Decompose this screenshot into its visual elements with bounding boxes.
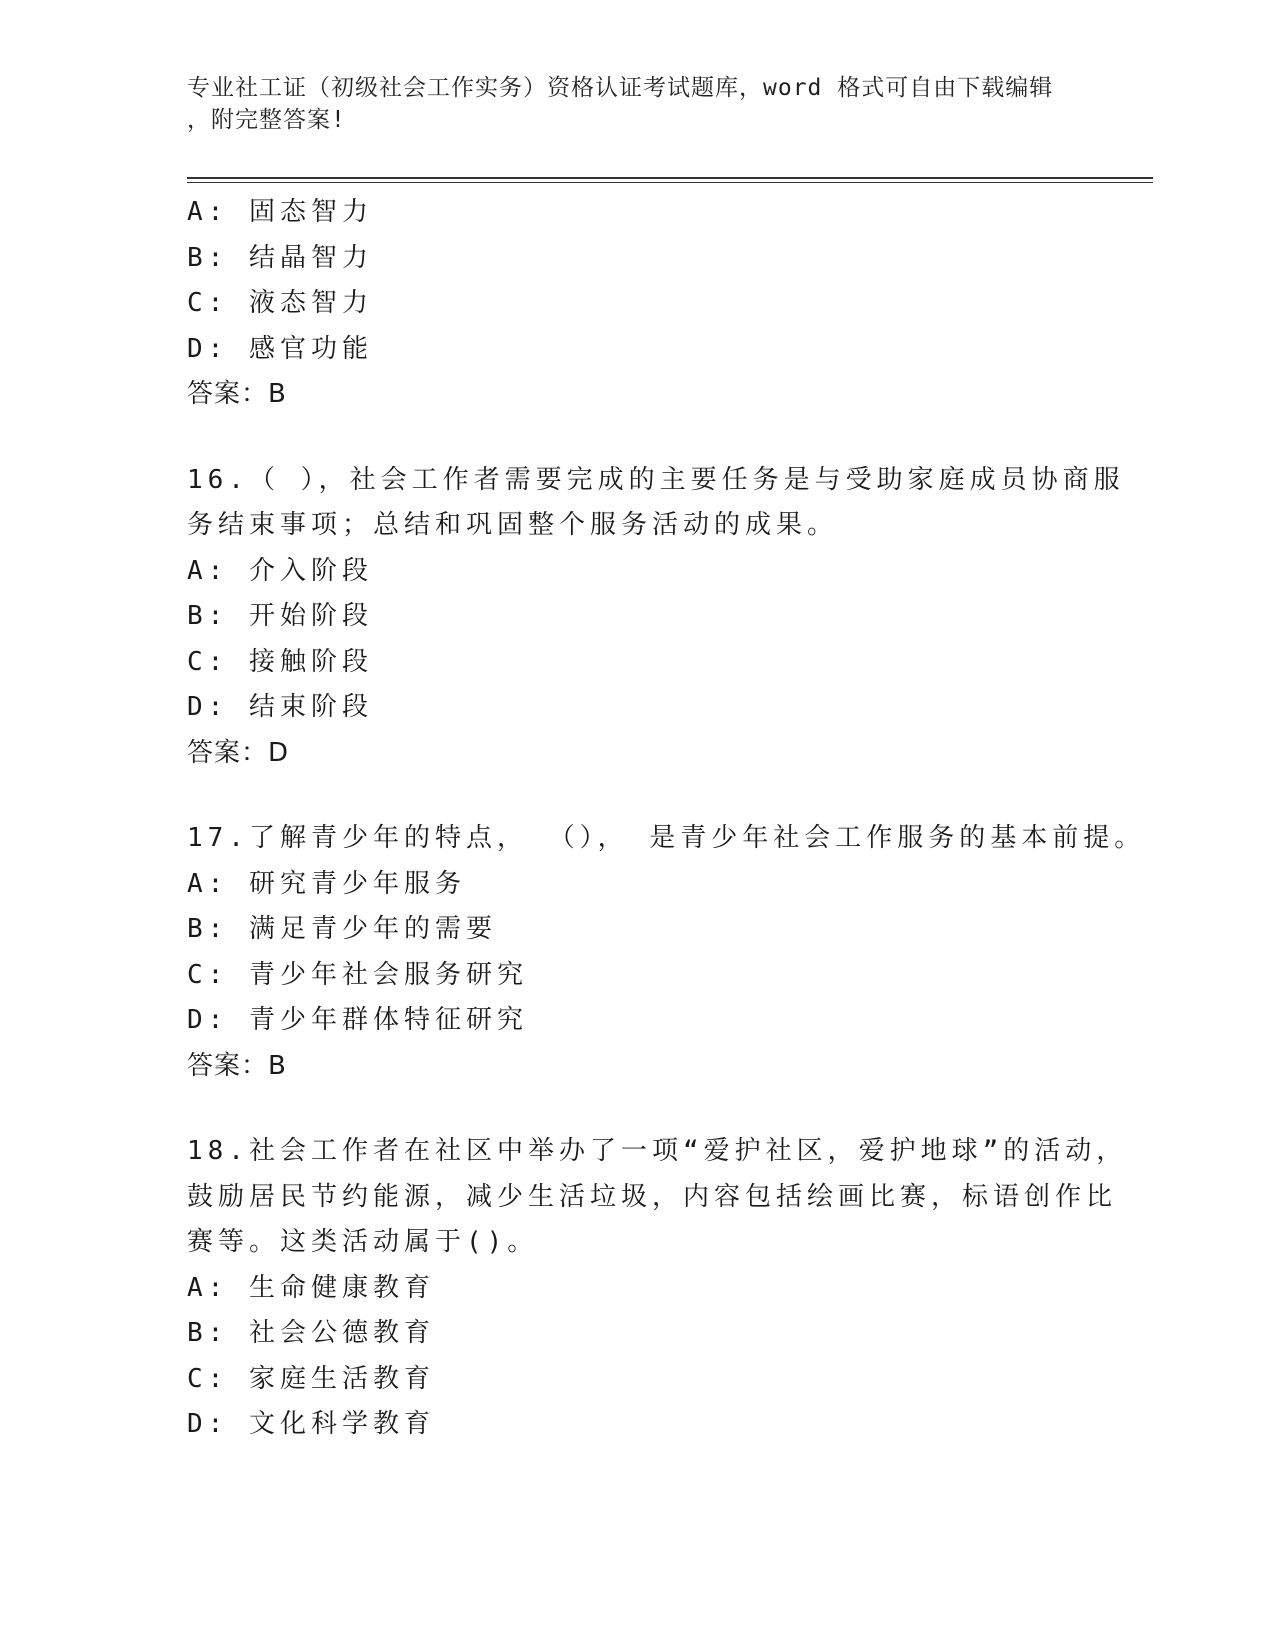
answer: 答案：B [187, 1050, 287, 1081]
question-18 [187, 1129, 1128, 1448]
question-15 [187, 190, 1067, 418]
option-d: D: 青少年群体特征研究 [187, 1005, 528, 1035]
header-line-2: ，附完整答案! [187, 107, 346, 133]
option-c: C: 家庭生活教育 [187, 1363, 435, 1394]
option-a: A: 生命健康教育 [187, 1272, 435, 1303]
option-c: C: 青少年社会服务研究 [187, 959, 528, 990]
option-a: A: 介入阶段 [187, 555, 373, 586]
question-17 [187, 816, 1146, 1089]
page-header [187, 72, 1067, 136]
header-rule-thick [187, 177, 1153, 179]
option-b: B: 满足青少年的需要 [187, 914, 497, 944]
question-stem-line: 17.了解青少年的特点， （）， 是青少年社会工作服务的基本前提。 [187, 823, 1146, 853]
answer: 答案：D [187, 737, 290, 768]
option-a: A: 固态智力 [187, 197, 373, 227]
option-d: D: 感官功能 [187, 333, 373, 364]
option-c: C: 接触阶段 [187, 646, 373, 677]
option-c: C: 液态智力 [187, 288, 373, 318]
option-b: B: 社会公德教育 [187, 1318, 435, 1348]
question-stem-line: 鼓励居民节约能源，减少生活垃圾，内容包括绘画比赛，标语创作比 [187, 1181, 1118, 1212]
header-line-1: 专业社工证（初级社会工作实务）资格认证考试题库，word 格式可自由下载编辑 [187, 75, 1054, 101]
header-rule-thin [187, 182, 1153, 183]
option-d: D: 文化科学教育 [187, 1409, 435, 1439]
question-stem-line: 赛等。这类活动属于()。 [187, 1227, 539, 1257]
question-stem-line: 18.社会工作者在社区中举办了一项“爱护社区，爱护地球”的活动， [187, 1136, 1128, 1166]
question-16 [187, 458, 1125, 777]
answer: 答案：B [187, 379, 287, 409]
question-content [187, 190, 1146, 1448]
option-b: B: 开始阶段 [187, 601, 373, 631]
question-stem-line: 务结束事项；总结和巩固整个服务活动的成果。 [187, 510, 839, 540]
option-d: D: 结束阶段 [187, 692, 373, 722]
question-stem-line: 16.（ ），社会工作者需要完成的主要任务是与受助家庭成员协商服 [187, 464, 1125, 495]
option-b: B: 结晶智力 [187, 242, 373, 273]
option-a: A: 研究青少年服务 [187, 868, 466, 899]
